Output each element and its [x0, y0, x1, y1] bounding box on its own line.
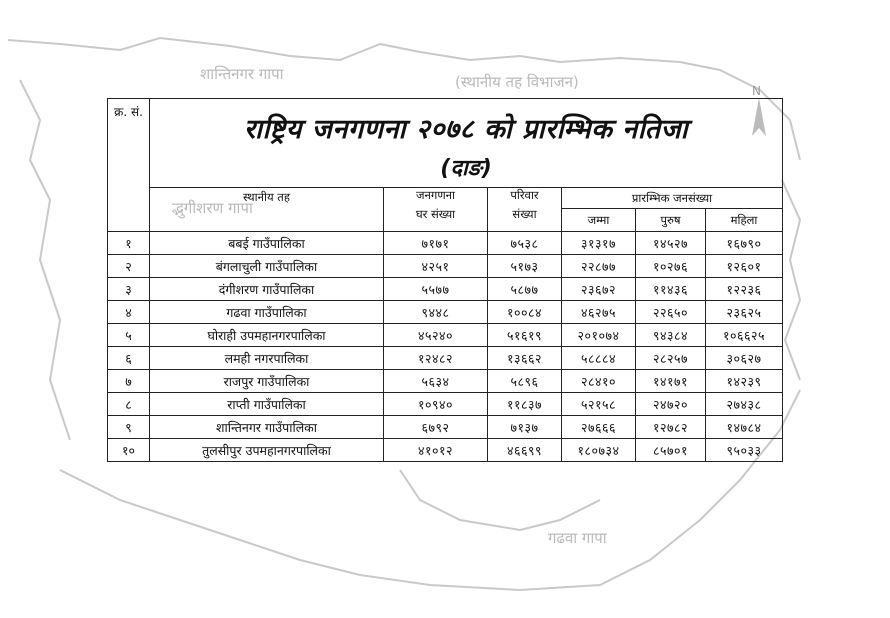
families-cell: १००८४ — [488, 301, 562, 324]
header-female: महिला — [706, 209, 783, 232]
header-households — [384, 188, 488, 232]
title-cell — [150, 99, 783, 188]
female-cell: ३०६२७ — [706, 347, 783, 370]
header-households-line1: जनगणना — [415, 188, 456, 202]
families-cell: ५८७७ — [488, 278, 562, 301]
serial-cell: १० — [108, 439, 150, 462]
serial-cell: १ — [108, 232, 150, 255]
table-row — [108, 393, 783, 416]
households-cell: ४५२४० — [384, 324, 488, 347]
female-cell: ९५०३३ — [706, 439, 783, 462]
households-cell: ४१०१२ — [384, 439, 488, 462]
male-cell: ९४३८४ — [636, 324, 706, 347]
header-prelim-population: प्रारम्भिक जनसंख्या — [562, 188, 783, 209]
local-level-cell: घोराही उपमहानगरपालिका — [150, 324, 384, 347]
table-row — [108, 347, 783, 370]
male-cell: ११४३६ — [636, 278, 706, 301]
header-total: जम्मा — [562, 209, 636, 232]
table-row — [108, 232, 783, 255]
female-cell: १४२३९ — [706, 370, 783, 393]
total-cell: ५८८८४ — [562, 347, 636, 370]
families-cell: ५८९६ — [488, 370, 562, 393]
serial-number-header: क्र. सं. — [108, 99, 150, 232]
total-cell: २८४१० — [562, 370, 636, 393]
watermark-dangisharan: द्भुगीशरण गापा — [172, 199, 253, 217]
female-cell: २७४३८ — [706, 393, 783, 416]
local-level-cell: राप्ती गाउँपालिका — [150, 393, 384, 416]
local-level-cell: तुलसीपुर उपमहानगरपालिका — [150, 439, 384, 462]
title-row — [108, 99, 783, 188]
table-body — [108, 232, 783, 462]
local-level-cell: दंगीशरण गाउँपालिका — [150, 278, 384, 301]
header-families-line1: परिवार — [510, 188, 539, 202]
families-cell: ७१३७ — [488, 416, 562, 439]
households-cell: १०९४० — [384, 393, 488, 416]
female-cell: १४७८४ — [706, 416, 783, 439]
male-cell: २२६५० — [636, 301, 706, 324]
total-cell: ४६२७५ — [562, 301, 636, 324]
header-male: पुरुष — [636, 209, 706, 232]
census-results-table — [107, 98, 783, 462]
serial-cell: ३ — [108, 278, 150, 301]
families-cell: १३६६२ — [488, 347, 562, 370]
table-row — [108, 439, 783, 462]
header-row-1 — [108, 188, 783, 209]
households-cell: ४२५१ — [384, 255, 488, 278]
table-row — [108, 278, 783, 301]
total-cell: ५२१५८ — [562, 393, 636, 416]
families-cell: ७५३८ — [488, 232, 562, 255]
table-row — [108, 416, 783, 439]
households-cell: ९४४८ — [384, 301, 488, 324]
table-row — [108, 301, 783, 324]
north-label: N — [752, 84, 761, 98]
header-families — [488, 188, 562, 232]
table-row — [108, 255, 783, 278]
male-cell: १२७८२ — [636, 416, 706, 439]
male-cell: १४१७१ — [636, 370, 706, 393]
local-level-cell: बबई गाउँपालिका — [150, 232, 384, 255]
serial-cell: ४ — [108, 301, 150, 324]
total-cell: १८०७३४ — [562, 439, 636, 462]
families-cell: ११८३७ — [488, 393, 562, 416]
local-level-cell: बंगलाचुली गाउँपालिका — [150, 255, 384, 278]
local-level-cell: लमही नगरपालिका — [150, 347, 384, 370]
total-cell: २३६७२ — [562, 278, 636, 301]
district-subtitle: (दाङ) — [440, 155, 492, 181]
female-cell: १२६०१ — [706, 255, 783, 278]
households-cell: ६७९२ — [384, 416, 488, 439]
table-row — [108, 370, 783, 393]
serial-cell: २ — [108, 255, 150, 278]
total-cell: २०१०७४ — [562, 324, 636, 347]
male-cell: २४७२० — [636, 393, 706, 416]
total-cell: ३१३१७ — [562, 232, 636, 255]
total-cell: २७६६६ — [562, 416, 636, 439]
local-level-cell: राजपुर गाउँपालिका — [150, 370, 384, 393]
map-boundary-right — [782, 180, 800, 380]
serial-cell: ६ — [108, 347, 150, 370]
female-cell: १२२३६ — [706, 278, 783, 301]
watermark-gadhawa-bottom: गढवा गापा — [548, 529, 607, 547]
watermark-local-level-division: (स्थानीय तह विभाजन) — [455, 73, 579, 91]
total-cell: २२८७७ — [562, 255, 636, 278]
households-cell: १२४८२ — [384, 347, 488, 370]
households-cell: ७१७१ — [384, 232, 488, 255]
map-inner-line-1 — [400, 470, 600, 530]
map-boundary-left — [20, 80, 70, 440]
serial-cell: ९ — [108, 416, 150, 439]
header-local-level: स्थानीय तह — [150, 188, 384, 232]
families-cell: ४६६९९ — [488, 439, 562, 462]
header-households-line2: घर संख्या — [415, 207, 456, 221]
watermark-shantinagar: शान्तिनगर गापा — [200, 65, 284, 83]
female-cell: १६७९० — [706, 232, 783, 255]
families-cell: ५१६१९ — [488, 324, 562, 347]
serial-cell: ८ — [108, 393, 150, 416]
male-cell: ८५७०१ — [636, 439, 706, 462]
page-title: राष्ट्रिय जनगणना २०७८ को प्रारम्भिक नतिजा — [243, 113, 689, 145]
female-cell: २३६२५ — [706, 301, 783, 324]
male-cell: १४५२७ — [636, 232, 706, 255]
households-cell: ५५७७ — [384, 278, 488, 301]
serial-cell: ५ — [108, 324, 150, 347]
male-cell: १०२७६ — [636, 255, 706, 278]
male-cell: २८२५७ — [636, 347, 706, 370]
header-families-line2: संख्या — [512, 207, 537, 221]
table-row — [108, 324, 783, 347]
households-cell: ५६३४ — [384, 370, 488, 393]
families-cell: ५१७३ — [488, 255, 562, 278]
serial-cell: ७ — [108, 370, 150, 393]
female-cell: १०६६२५ — [706, 324, 783, 347]
local-level-cell: शान्तिनगर गाउँपालिका — [150, 416, 384, 439]
local-level-cell: गढवा गाउँपालिका — [150, 301, 384, 324]
